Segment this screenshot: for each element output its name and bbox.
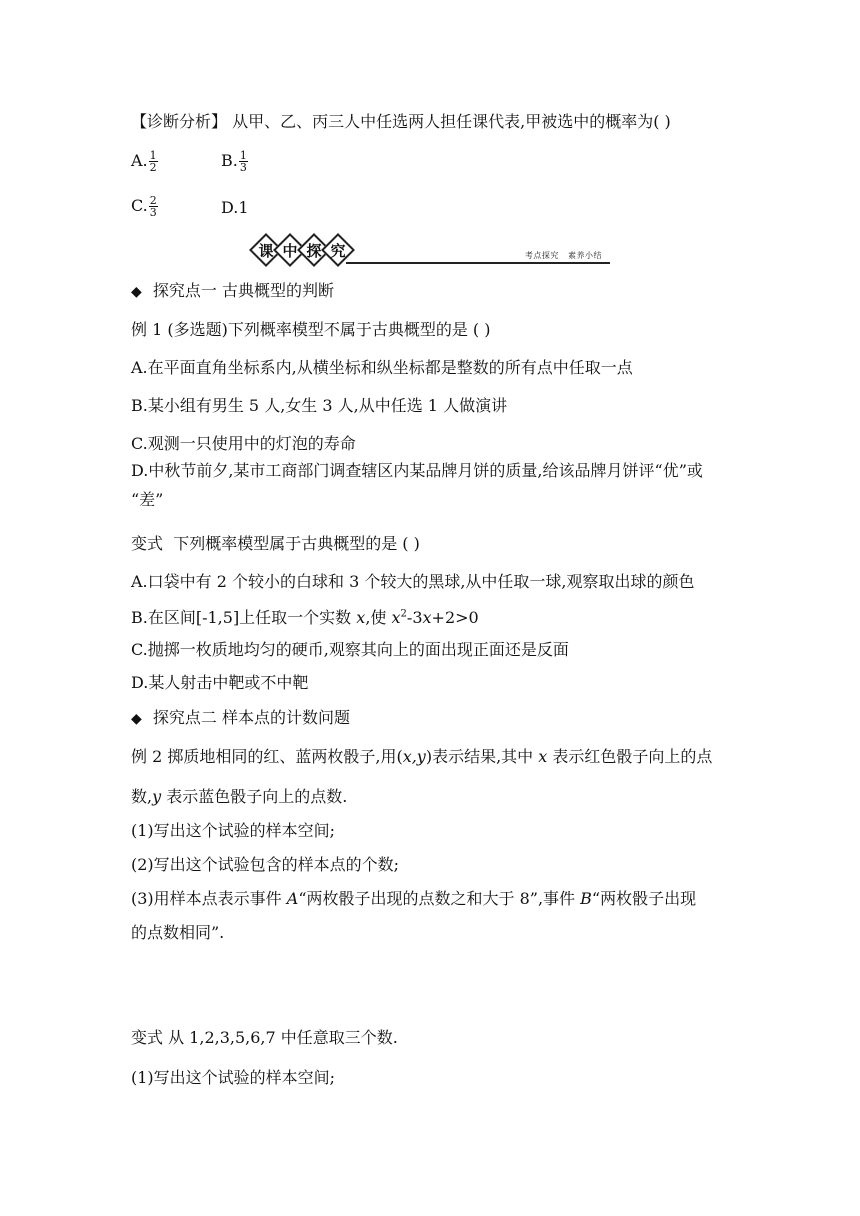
variant1-option-d: D.某人射击中靶或不中靶 xyxy=(131,673,309,692)
example1-option-a: A.在平面直角坐标系内,从横坐标和纵坐标都是整数的所有点中任取一点 xyxy=(131,358,633,377)
fraction-a: $\frac{1}{2}$ xyxy=(149,149,157,174)
diamond-icon: ◆ xyxy=(131,284,142,300)
banner-char-1: 课 xyxy=(258,242,274,260)
variant1-option-a: A.口袋中有 2 个较小的白球和 3 个较大的黑球,从中任取一球,观察取出球的颜色 xyxy=(131,572,695,591)
diagnosis-tag: 【诊断分析】 xyxy=(131,112,228,131)
example1-option-d-cont: “差” xyxy=(131,490,164,509)
fraction-b: $\frac{1}{3}$ xyxy=(239,149,247,174)
section2-title: 探究点二 样本点的计数问题 xyxy=(152,708,350,727)
banner-links xyxy=(525,250,602,261)
choice-c: C. $\frac{2}{3}$ xyxy=(131,194,157,219)
section1-title: 探究点一 古典概型的判断 xyxy=(152,281,334,300)
section-banner xyxy=(250,236,610,268)
variant2-q1: (1)写出这个试验的样本空间; xyxy=(131,1068,336,1087)
choice-d: D.1 xyxy=(221,198,249,217)
section1-heading xyxy=(131,280,334,303)
variant1-option-b: B.在区间[-1,5]上任取一个实数 x,使 $x^2-3x+2>0$ xyxy=(131,608,479,627)
banner-link-suyang: 素养小结 xyxy=(568,251,602,260)
example2-q1: (1)写出这个试验的样本空间; xyxy=(131,821,336,840)
banner-link-kaodian: 考点探究 xyxy=(524,251,559,260)
example2-q2: (2)写出这个试验包含的样本点的个数; xyxy=(131,855,400,874)
diagnosis-question xyxy=(131,111,671,133)
example2-q3: (3)用样本点表示事件 A“两枚骰子出现的点数之和大于 8”,事件 B“两枚骰子出现 xyxy=(131,889,697,908)
fraction-c: $\frac{2}{3}$ xyxy=(149,194,157,219)
variant1-stem: 变式 下列概率模型属于古典概型的是 ( ) xyxy=(131,534,420,553)
banner-char-3: 探 xyxy=(306,242,322,260)
example2-line2: 数,y 表示蓝色骰子向上的点数. xyxy=(131,787,348,806)
choice-a: A. $\frac{1}{2}$ xyxy=(131,149,157,174)
variant1-option-c: C.抛掷一枚质地均匀的硬币,观察其向上的面出现正面还是反面 xyxy=(131,640,569,659)
section2-heading xyxy=(131,707,350,730)
banner-rule xyxy=(346,262,610,264)
diamond-icon: ◆ xyxy=(131,711,142,727)
example1-option-c: C.观测一只使用中的灯泡的寿命 xyxy=(131,434,356,453)
example1-stem: 例 1 (多选题)下列概率模型不属于古典概型的是 ( ) xyxy=(131,320,491,339)
diagnosis-question-text: 从甲、乙、丙三人中任选两人担任课代表,甲被选中的概率为( ) xyxy=(232,112,671,131)
variant2-stem: 变式 从 1,2,3,5,6,7 中任意取三个数. xyxy=(131,1028,398,1047)
choice-b: B. $\frac{1}{3}$ xyxy=(221,149,247,174)
banner-char-2: 中 xyxy=(282,242,298,260)
example1-option-b: B.某小组有男生 5 人,女生 3 人,从中任选 1 人做演讲 xyxy=(131,396,508,415)
example1-option-d: D.中秋节前夕,某市工商部门调查辖区内某品牌月饼的质量,给该品牌月饼评“优”或 xyxy=(131,461,703,480)
example2-line1: 例 2 掷质地相同的红、蓝两枚骰子,用(x,y)表示结果,其中 x 表示红色骰子向上的点 xyxy=(131,747,713,766)
example2-q3-cont: 的点数相同”. xyxy=(131,923,225,942)
banner-char-4: 究 xyxy=(330,242,346,260)
